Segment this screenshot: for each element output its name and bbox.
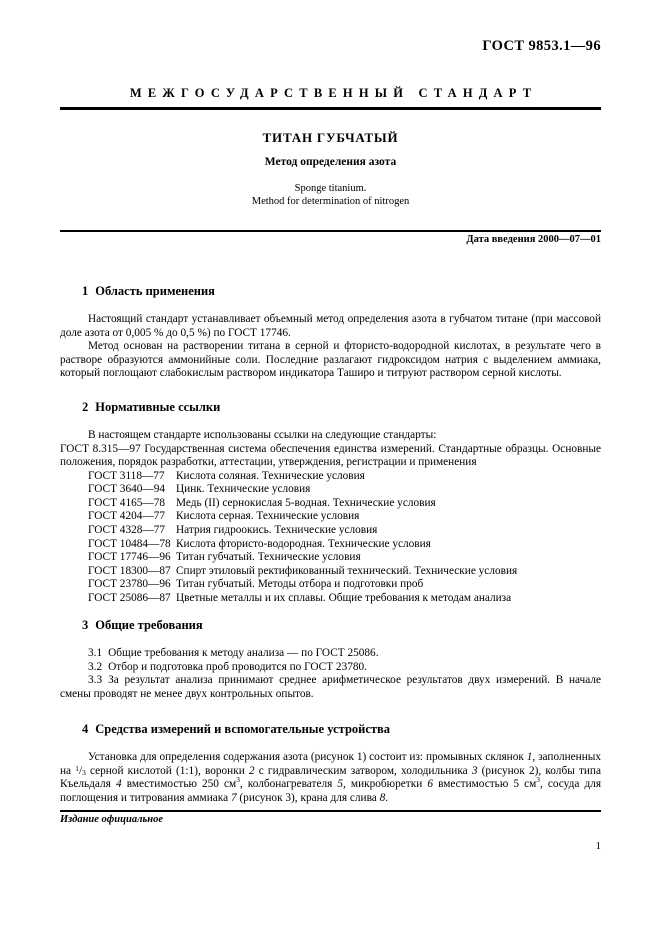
english-title: Sponge titanium. [294, 183, 367, 194]
reference-title: Титан губчатый. Методы отбора и подготовки проб [176, 578, 424, 591]
banner-rule [60, 107, 601, 110]
fraction-numerator: 1 [75, 763, 79, 773]
section-general-number: 3 [82, 618, 89, 632]
figure-ref-2: 2 [248, 764, 255, 777]
reference-title: Медь (II) сернокислая 5-водная. Технические условия [176, 496, 436, 509]
scope-paragraph-2: Метод основан на растворении титана в серной и фтористо-водородной кислотах, в результате чего в растворе образуются аммонийные соли. Последние разлагают гидроксидом натрия с выделением аммиака, который поглощают слабокислым раствором индикатора Таширо и титруют раствором серной кислоты. [60, 340, 601, 380]
section-scope-number: 1 [82, 284, 89, 298]
introduction-date: Дата введения 2000—07—01 [466, 234, 601, 245]
list-item [88, 538, 601, 552]
superscript-cubic-1: 3 [236, 775, 240, 785]
section-equipment-heading [82, 722, 601, 737]
figure-ref-4: 4 [115, 778, 122, 791]
superscript-cubic-2: 3 [536, 775, 540, 785]
document-subtitle: Метод определения азота [264, 156, 397, 168]
list-item [88, 470, 601, 484]
equipment-text-l: . [385, 791, 389, 804]
date-rule [60, 230, 601, 232]
reference-title: Натрия гидроокись. Технические условия [176, 524, 378, 537]
figure-ref-3: 3 [471, 764, 478, 777]
section-general-heading [82, 618, 601, 633]
figure-ref-8: 8 [379, 791, 386, 804]
section-references [60, 400, 601, 606]
list-item [88, 578, 601, 592]
equipment-text-f: вместимостью 250 см [121, 778, 237, 791]
general-clause-list [60, 647, 601, 701]
list-item [60, 661, 601, 675]
standard-number: ГОСТ 9853.1—96 [482, 38, 601, 54]
reference-code: ГОСТ 3118—77 [88, 469, 165, 482]
clause-number: 3.1 [88, 647, 103, 659]
reference-title: Кислота серная. Технические условия [176, 510, 360, 523]
section-general-requirements [60, 618, 601, 701]
clause-text: За результат анализа принимают среднее арифметическое результатов двух измерений. В начале смены проводят не менее двух контрольных опытов. [60, 674, 601, 700]
fraction-denominator: 3 [82, 767, 86, 777]
reference-code: ГОСТ 4165—78 [88, 496, 165, 509]
reference-code: ГОСТ 17746—96 [88, 551, 171, 564]
equipment-text-d: с гидравлическим затвором, холодильника [254, 764, 472, 777]
section-references-heading [82, 400, 601, 415]
reference-code: ГОСТ 18300—87 [88, 564, 171, 577]
document-english-title-block [60, 182, 601, 208]
footer-note: Издание официальное [60, 814, 164, 825]
list-item [88, 524, 601, 538]
reference-title: Спирт этиловый ректификованный технический. Технические условия [176, 564, 518, 577]
clause-number: 3.3 [88, 674, 103, 687]
section-references-title: Нормативные ссылки [95, 400, 221, 414]
clause-text: Общие требования к методу анализа — по ГОСТ 25086. [108, 647, 379, 659]
fraction-one-third: $^1/_3$ [75, 763, 86, 777]
list-item [88, 510, 601, 524]
equipment-text-g: , колбонагревателя [239, 778, 338, 791]
references-first-entry: ГОСТ 8.315—97 Государственная система обеспечения единства измерений. Стандартные образцы. Основные положения, порядок разработки, аттестации, утверждения, регистрации и применения [60, 442, 601, 469]
figure-ref-6: 6 [427, 778, 433, 791]
reference-title: Цинк. Технические условия [176, 483, 311, 496]
reference-title: Титан губчатый. Технические условия [176, 551, 361, 564]
section-equipment-title: Средства измерений и вспомогательные устройства [95, 722, 391, 736]
page-number: 1 [595, 840, 601, 852]
list-item [88, 592, 601, 606]
equipment-text-i: вместимостью 5 см [432, 778, 537, 791]
reference-code: ГОСТ 25086—87 [88, 591, 171, 604]
equipment-text-k: (рисунок 3), крана для слива [236, 791, 380, 804]
english-subtitle: Method for determination of nitrogen [251, 196, 410, 207]
equipment-text-e: (рисунок 2), колбы типа Къельдаля [60, 764, 601, 791]
equipment-text-j: , сосуда для поглощения и титрования аммиака [60, 778, 602, 804]
clause-text: Отбор и подготовка проб проводится по ГОСТ 23780. [108, 660, 367, 673]
footer-rule [60, 810, 601, 812]
section-scope [60, 284, 601, 381]
section-equipment-number: 4 [82, 722, 89, 736]
section-references-number: 2 [82, 400, 89, 414]
references-list [60, 470, 601, 606]
figure-ref-1: 1 [526, 751, 533, 763]
clause-number: 3.2 [88, 660, 103, 673]
list-item [88, 497, 601, 511]
references-intro: В настоящем стандарте использованы ссылки на следующие стандарты: [88, 429, 437, 441]
equipment-text-h: , микробюретки [343, 778, 428, 791]
reference-code: ГОСТ 3640—94 [88, 483, 165, 496]
list-item [60, 674, 601, 701]
figure-ref-5: 5 [337, 778, 344, 791]
equipment-text-b: , заполненных на [60, 751, 601, 777]
equipment-text-c: серной кислотой (1:1), воронки [85, 764, 249, 777]
reference-code: ГОСТ 4328—77 [88, 524, 165, 537]
equipment-text-a: Установка для определения содержания азота (рисунок 1) состоит из: промывных склянок [88, 751, 527, 763]
section-scope-heading [82, 284, 601, 299]
reference-code: ГОСТ 4204—77 [88, 510, 165, 523]
standard-banner: МЕЖГОСУДАРСТВЕННЫЙ СТАНДАРТ [129, 86, 538, 100]
reference-code: ГОСТ 10484—78 [88, 537, 171, 550]
reference-title: Кислота соляная. Технические условия [176, 469, 365, 482]
reference-title: Кислота фтористо-водородная. Технические условия [176, 537, 431, 550]
reference-title: Цветные металлы и их сплавы. Общие требования к методам анализа [176, 591, 512, 604]
section-equipment [60, 722, 601, 805]
section-general-title: Общие требования [95, 618, 203, 632]
figure-ref-7: 7 [230, 791, 237, 804]
list-item [88, 551, 601, 565]
list-item [60, 647, 601, 661]
section-scope-title: Область применения [95, 284, 215, 298]
scope-paragraph-1: Настоящий стандарт устанавливает объемный метод определения азота в губчатом титане (при массовой доле азота от 0,005 % до 0,5 %) по ГОСТ 17746. [60, 313, 601, 339]
list-item [88, 483, 601, 497]
document-title: ТИТАН ГУБЧАТЫЙ [262, 130, 399, 145]
list-item [88, 565, 601, 579]
reference-code: ГОСТ 23780—96 [88, 578, 171, 591]
equipment-paragraph [60, 751, 601, 805]
